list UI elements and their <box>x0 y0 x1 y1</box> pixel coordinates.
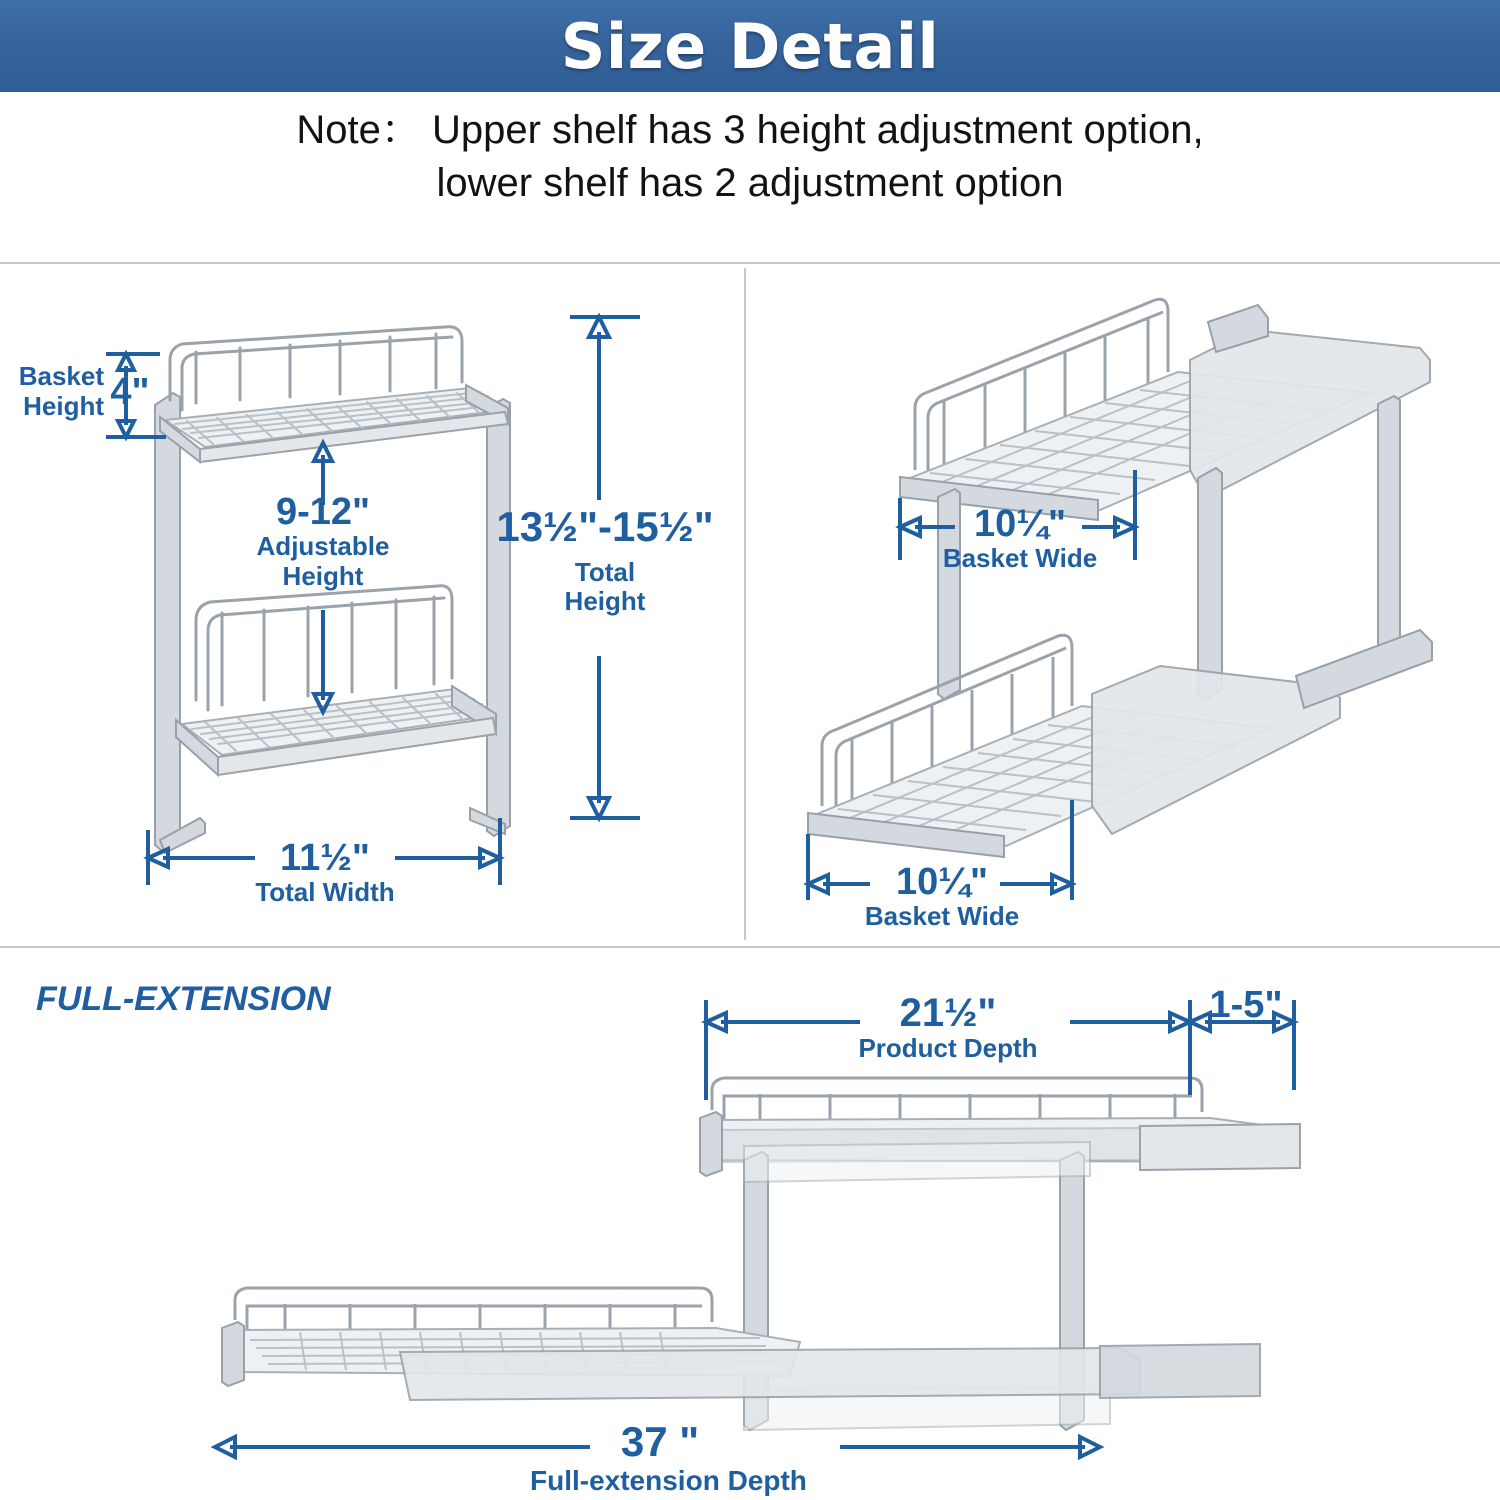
dim-adjustable-height <box>213 492 433 592</box>
dim-total-width <box>205 838 445 908</box>
dim-total-width-value: 11½" <box>280 837 370 879</box>
product-side-view <box>808 299 1432 857</box>
dim-adjustable-height-value: 9-12" <box>275 491 371 533</box>
dim-full-extension-depth <box>530 1418 807 1497</box>
dim-total-width-label: Total Width <box>255 877 395 908</box>
dim-full-extension-depth-label: Full-extension Depth <box>530 1464 807 1496</box>
dim-product-depth <box>738 992 1158 1064</box>
dim-basket-height <box>0 362 104 422</box>
note-line-2: lower shelf has 2 adjustment option <box>436 160 1064 205</box>
dim-product-depth-value: 21½" <box>899 991 997 1035</box>
note-line-1: Note： Upper shelf has 3 height adjustment option, <box>296 108 1204 152</box>
dim-basket-wide-lower-label: Basket Wide <box>864 901 1020 932</box>
dim-full-extension-depth-value: 37 " <box>620 1418 700 1465</box>
dim-basket-wide-lower <box>812 862 1072 932</box>
dim-total-height-value: 13½"-15½" <box>496 503 714 550</box>
dim-basket-wide-upper-label: Basket Wide <box>942 543 1098 574</box>
full-extension-label: FULL-EXTENSION <box>36 980 331 1018</box>
dim-basket-height-value: 4" <box>110 371 150 413</box>
dim-slide-range-value: 1-5" <box>1209 984 1283 1026</box>
dim-total-height <box>470 505 740 617</box>
dim-basket-wide-lower-value: 10¼" <box>896 861 988 903</box>
dim-basket-wide-upper-value: 10¼" <box>974 503 1066 545</box>
dim-product-depth-label: Product Depth <box>858 1033 1038 1064</box>
page-title: Size Detail <box>560 9 940 83</box>
dim-basket-height-label-1: Basket <box>18 361 104 391</box>
dim-basket-height-label-2: Height <box>23 390 104 421</box>
dim-total-height-label-2: Height <box>564 586 646 617</box>
dim-total-height-label-1: Total <box>574 556 636 587</box>
dim-basket-wide-upper <box>905 504 1135 574</box>
dim-adjustable-height-label-1: Adjustable <box>256 531 390 562</box>
product-full-extension-view <box>222 1078 1300 1430</box>
dim-slide-range <box>1196 985 1296 1025</box>
dim-adjustable-height-label-2: Height <box>282 561 364 592</box>
